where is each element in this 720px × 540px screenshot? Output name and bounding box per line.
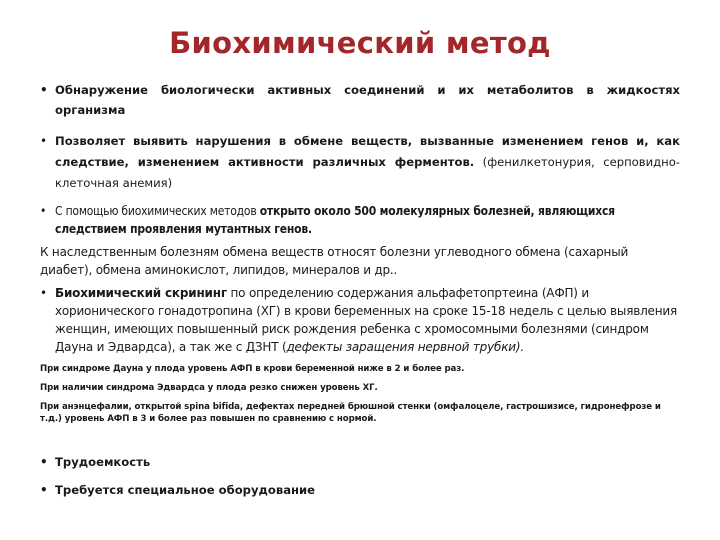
- note-down-syndrome: При синдроме Дауна у плода уровень АФП в крови беременной ниже в 2 и более раз.: [40, 364, 465, 374]
- paragraph-metabolic-diseases: К наследственным болезням обмена веществ относят болезни углеводного обмена (сахарный диабет), обмена аминокислот, липидов, минералов и др..: [40, 245, 629, 277]
- bullet-screening-italic: дефекты заращения нервной трубки).: [286, 340, 524, 354]
- slide-title: Биохимический метод: [169, 26, 551, 60]
- notes-block: [40, 360, 680, 425]
- bullet-metabolism-bold: Позволяет выявить нарушения в обмене веществ, вызванные изменением генов и, как следствие, изменением активности различных ферментов.: [55, 134, 680, 169]
- bullet-detection-line1: • Обнаружение биологически активных соединений и их метаболитов в жидкостях: [55, 83, 680, 97]
- note-edwards-syndrome: При наличии синдрома Эдвардса у плода резко снижен уровень ХГ.: [40, 383, 378, 393]
- bullet-molecular-intro: С помощью биохимических методов: [55, 204, 260, 218]
- bullet-molecular-diseases: [40, 202, 680, 238]
- bullet-molecular-bold: открыто около 500 молекулярных болезней, являющихся следствием проявления мутантных генов.: [55, 204, 615, 236]
- bullet-screening-text: по определению содержания альфафетопртеина (АФП) и хорионического гонадотропина (ХГ) в крови беременных на сроке 15-18 недель с целью выявления женщин, имеющих повышенный риск рождения ребенка с хромосомными болезнями (синдром Дауна и Эдвардса), а так же с ДЗНТ (: [55, 286, 677, 354]
- bullet-labor-intensity: • Трудоемкость: [40, 455, 680, 469]
- bullet-metabolism: [40, 131, 680, 194]
- note-anencephaly: При анэнцефалии, открытой spina bifida, дефектах передней брюшной стенки (омфалоцеле, гастрошизисе, гидронефрозе и т.д.) уровень АФП в 3 и более раз повышен по сравнению с нормой.: [40, 402, 661, 424]
- bullet-special-equipment: • Требуется специальное оборудование: [40, 483, 680, 497]
- bullet-metabolism-examples: (фенилкетонурия, серповидно-клеточная анемия): [55, 155, 680, 190]
- slide-content: [40, 80, 680, 497]
- bullet-screening: [40, 284, 680, 356]
- bullet-detection: [40, 80, 680, 120]
- bullet-detection-line2: организма: [55, 103, 126, 117]
- bullet-screening-bold: Биохимический скрининг: [55, 286, 227, 300]
